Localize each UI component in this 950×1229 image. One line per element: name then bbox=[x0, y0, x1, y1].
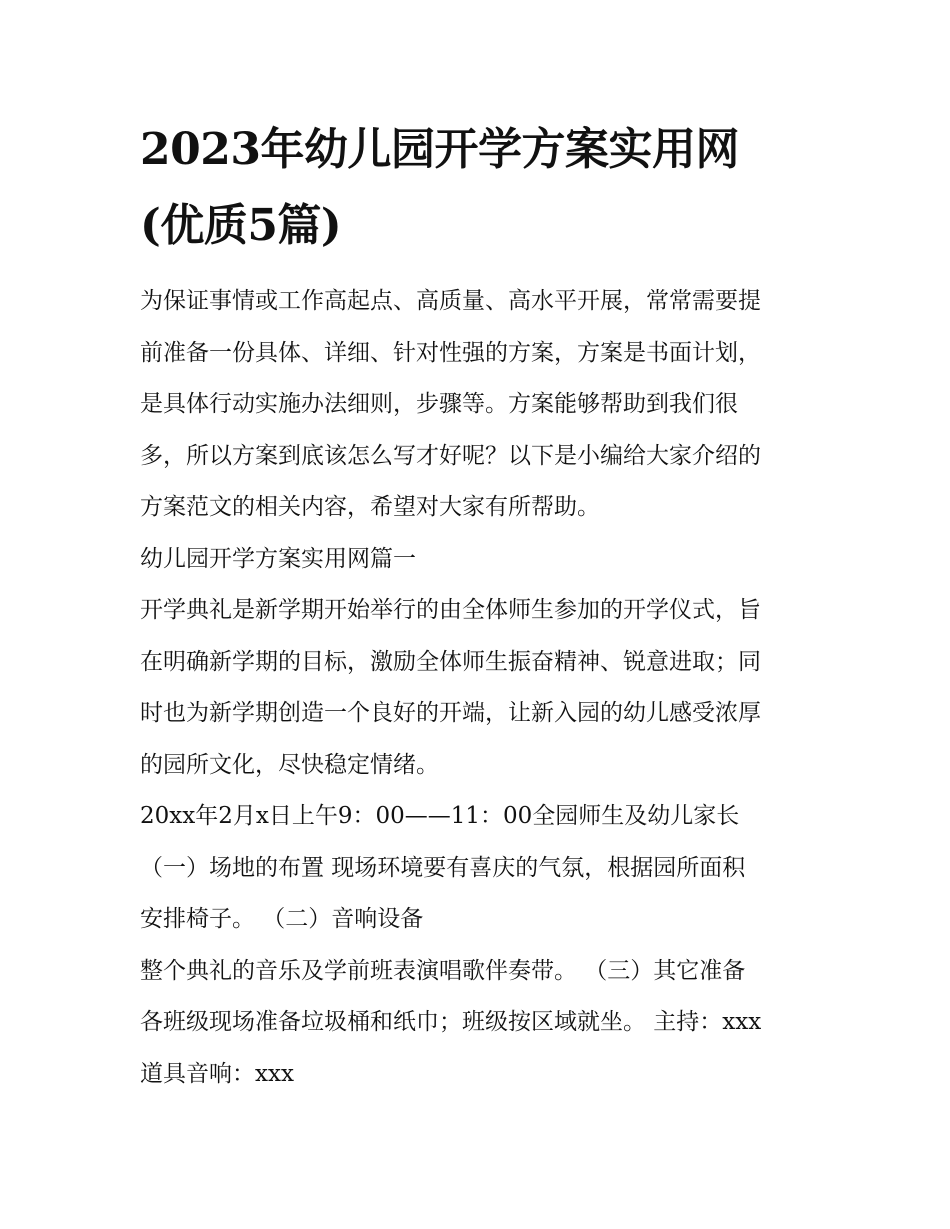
body-line: 各班级现场准备垃圾桶和纸巾；班级按区域就坐。 主持：xxx bbox=[140, 1009, 762, 1035]
body-line: 时也为新学期创造一个良好的开端，让新入园的幼儿感受浓厚 bbox=[140, 700, 761, 726]
body-line: 是具体行动实施办法细则，步骤等。方案能够帮助到我们很 bbox=[140, 391, 738, 417]
body-line: 多，所以方案到底该怎么写才好呢？以下是小编给大家介绍的 bbox=[140, 442, 761, 469]
body-line: 整个典礼的音乐及学前班表演唱歌伴奏带。 （三）其它准备 bbox=[140, 957, 746, 984]
body-line: 在明确新学期的目标，激励全体师生振奋精神、锐意进取；同 bbox=[140, 648, 761, 675]
body-line: 的园所文化，尽快稳定情绪。 bbox=[140, 751, 439, 778]
body-line: 安排椅子。 （二）音响设备 bbox=[140, 906, 424, 932]
body-line: 开学典礼是新学期开始举行的由全体师生参加的开学仪式，旨 bbox=[140, 597, 761, 623]
section-heading: 幼儿园开学方案实用网篇一 bbox=[140, 545, 416, 572]
body-line: 为保证事情或工作高起点、高质量、高水平开展，常常需要提 bbox=[140, 288, 761, 314]
document-body bbox=[140, 276, 820, 1100]
title-line-1: 2023年幼儿园开学方案实用网 bbox=[140, 124, 739, 175]
body-line: 20xx年2月x日上午9：00——11：00全园师生及幼儿家长 bbox=[140, 803, 740, 829]
body-line: 方案范文的相关内容，希望对大家有所帮助。 bbox=[140, 494, 600, 520]
body-line: 道具音响：xxx bbox=[140, 1060, 294, 1087]
document-page bbox=[140, 112, 820, 1100]
document-title bbox=[140, 112, 820, 264]
body-line: （一）场地的布置 现场环境要有喜庆的气氛，根据园所面积 bbox=[140, 854, 746, 881]
title-line-2: (优质5篇) bbox=[140, 200, 342, 251]
body-line: 前准备一份具体、详细、针对性强的方案，方案是书面计划， bbox=[140, 339, 761, 366]
